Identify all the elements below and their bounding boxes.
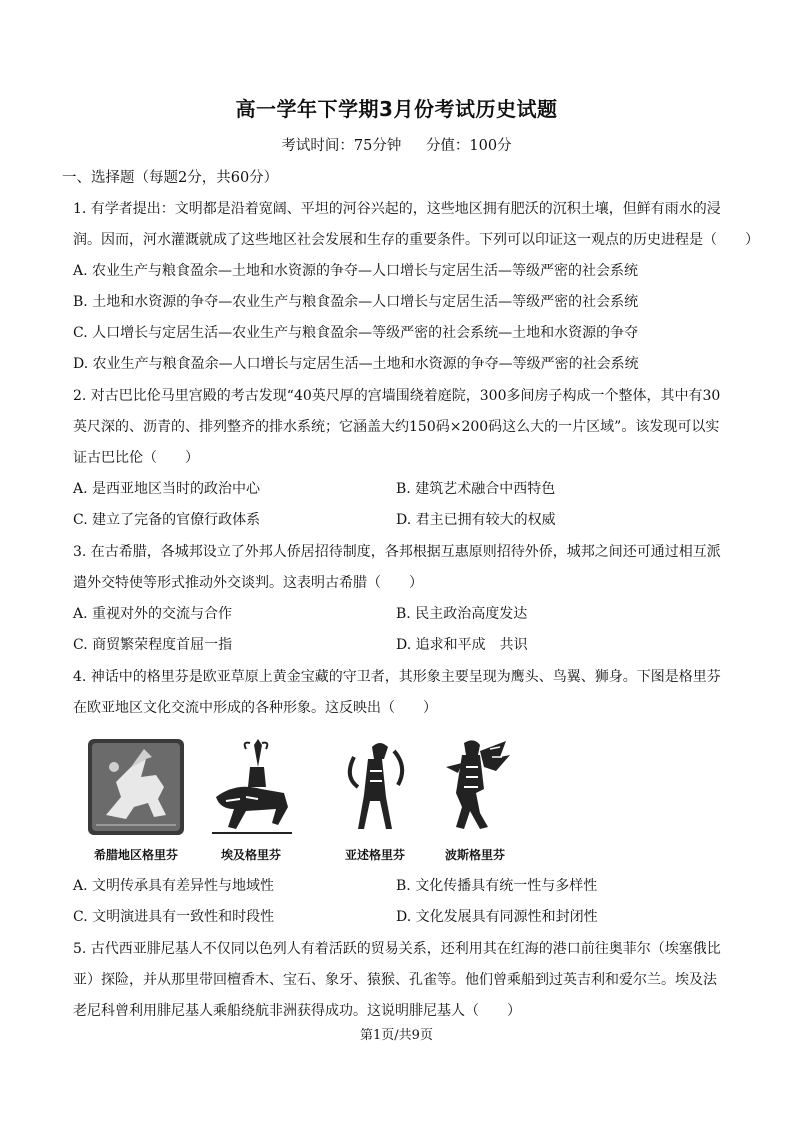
q2-option-d: D. 君主已拥有较大的权威 (396, 512, 556, 528)
q4-option-a: A. 文明传承具有差异性与地域性 (73, 878, 275, 894)
caption-persian-griffin: 波斯格里芬 (444, 848, 505, 862)
question-2-text-cont: 英尺深的、沥青的、排列整齐的排水系统；它涵盖大约150码×200码这么大的一片区域”。该发现可以实 (73, 419, 720, 435)
question-4-text: 4. 神话中的格里芬是欧亚草原上黄金宝藏的守卫者，其形象主要呈现为鹰头、鸟翼、狮身。下图是格里芬 (73, 669, 721, 685)
griffin-figures (84, 737, 524, 867)
question-5-text-end: 老尼科曾利用腓尼基人乘船绕航非洲获得成功。这说明腓尼基人（ ） (73, 1003, 521, 1019)
q3-option-b: B. 民主政治高度发达 (396, 606, 528, 622)
q4-option-d: D. 文化发展具有同源性和封闭性 (396, 909, 598, 925)
section-heading: 一、选择题（每题2分，共60分） (62, 170, 279, 186)
q3-option-c: C. 商贸繁荣程度首屈一指 (73, 637, 233, 653)
persian-griffin-image (434, 737, 514, 837)
question-5-text: 5. 古代西亚腓尼基人不仅同以色列人有着活跃的贸易关系，还利用其在红海的港口前往奥菲尔（埃塞俄比 (73, 941, 721, 957)
question-1-text: 1. 有学者提出：文明都是沿着宽阔、平坦的河谷兴起的，这些地区拥有肥沃的沉积土壤，但鲜有雨水的浸 (73, 201, 721, 217)
q3-option-d: D. 追求和平成 共识 (396, 637, 528, 653)
caption-egyptian-griffin: 埃及格里芬 (220, 848, 281, 862)
q1-option-a: A. 农业生产与粮食盈余—土地和水资源的争夺—人口增长与定居生活—等级严密的社会系统 (73, 263, 639, 279)
page-footer: 第1页/共9页 (360, 1028, 433, 1043)
assyrian-griffin-image (334, 737, 414, 837)
exam-info (0, 134, 793, 155)
q3-option-a: A. 重视对外的交流与合作 (73, 606, 233, 622)
q1-option-b: B. 土地和水资源的争夺—农业生产与粮食盈余—人口增长与定居生活—等级严密的社会系统 (73, 294, 639, 310)
q2-option-a: A. 是西亚地区当时的政治中心 (73, 481, 261, 497)
exam-time: 考试时间：75分钟 (281, 138, 402, 154)
q1-option-c: C. 人口增长与定居生活—农业生产与粮食盈余—等级严密的社会系统—土地和水资源的争夺 (73, 325, 639, 341)
question-3-text: 3. 在古希腊，各城邦设立了外邦人侨居招待制度，各邦根据互惠原则招待外侨，城邦之间还可通过相互派 (73, 544, 721, 560)
question-2-text: 2. 对古巴比伦马里宫殿的考古发现“40英尺厚的宫墙围绕着庭院，300多间房子构成一个整体，其中有30 (73, 388, 721, 404)
q4-option-c: C. 文明演进具有一致性和时段性 (73, 909, 275, 925)
question-1-text-cont: 润。因而，河水灌溉就成了这些地区社会发展和生存的重要条件。下列可以印证这一观点的历史进程是（ ） (73, 232, 759, 248)
q4-option-b: B. 文化传播具有统一性与多样性 (396, 878, 598, 894)
q2-option-b: B. 建筑艺术融合中西特色 (396, 481, 556, 497)
greek-griffin-image (86, 737, 186, 837)
caption-greek-griffin: 希腊地区格里芬 (93, 848, 178, 862)
exam-score: 分值：100分 (425, 138, 512, 154)
question-4-text-cont: 在欧亚地区文化交流中形成的各种形象。这反映出（ ） (73, 700, 437, 716)
caption-assyrian-griffin: 亚述格里芬 (344, 848, 405, 862)
page-title: 高一学年下学期3月份考试历史试题 (235, 97, 558, 121)
egyptian-griffin-image (206, 737, 296, 837)
question-3-text-cont: 遣外交特使等形式推动外交谈判。这表明古希腊（ ） (73, 575, 423, 591)
q1-option-d: D. 农业生产与粮食盈余—人口增长与定居生活—土地和水资源的争夺—等级严密的社会系统 (73, 356, 639, 372)
question-5-text-cont: 亚）探险，并从那里带回檀香木、宝石、象牙、猿猴、孔雀等。他们曾乘船到过英吉利和爱尔兰。埃及法 (73, 972, 717, 988)
q2-option-c: C. 建立了完备的官僚行政体系 (73, 512, 261, 528)
question-2-text-end: 证古巴比伦（ ） (73, 450, 199, 466)
